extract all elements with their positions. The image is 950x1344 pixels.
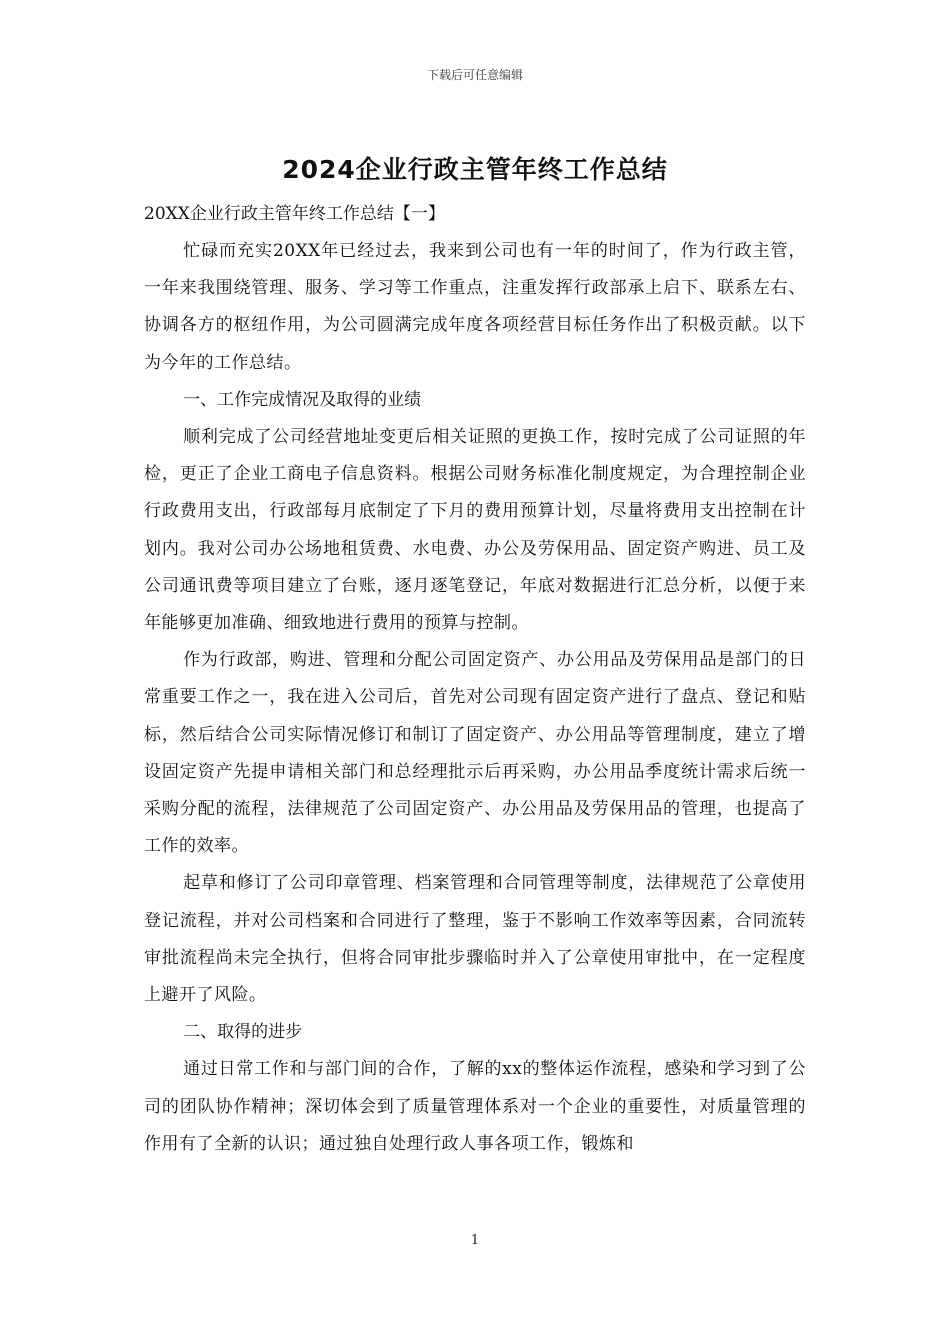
- document-title: 2024企业行政主管年终工作总结: [282, 155, 668, 184]
- section-heading-achievements: 一、工作完成情况及取得的业绩: [183, 389, 422, 410]
- paragraph-licenses-budget: 顺利完成了公司经营地址变更后相关证照的更换工作，按时完成了公司证照的年检，更正了企业工商电子信息资料。根据公司财务标准化制度规定，为合理控制企业行政费用支出，行政部每月底制定了下月的费用预算计划，尽量将费用支出控制在计划内。我对公司办公场地租赁费、水电费、办公及劳保用品、固定资产购进、员工及公司通讯费等项目建立了台账，逐月逐笔登记，年底对数据进行汇总分析，以便于来年能够更加准确、细致地进行费用的预算与控制。: [144, 427, 806, 634]
- section-heading-progress: 二、取得的进步: [183, 1022, 303, 1043]
- document-body: [144, 150, 806, 1163]
- paragraph-seal-contracts: 起草和修订了公司印章管理、档案管理和合同管理等制度，法律规范了公章使用登记流程，并对公司档案和合同进行了整理，鉴于不影响工作效率等因素，合同流转审批流程尚未完全执行，但将合同审批步骤临时并入了公章使用审批中，在一定程度上避开了风险。: [144, 873, 806, 1006]
- page-header-note: 下载后可任意编辑: [426, 68, 523, 82]
- paragraph-fixed-assets: 作为行政部，购进、管理和分配公司固定资产、办公用品及劳保用品是部门的日常重要工作之一，我在进入公司后，首先对公司现有固定资产进行了盘点、登记和贴标，然后结合公司实际情况修订和制订了固定资产、办公用品等管理制度，建立了增设固定资产先提申请相关部门和总经理批示后再采购，办公用品季度统计需求后统一采购分配的流程，法律规范了公司固定资产、办公用品及劳保用品的管理，也提高了工作的效率。: [144, 650, 806, 857]
- paragraph-progress: 通过日常工作和与部门间的合作，了解的xx的整体运作流程，感染和学习到了公司的团队协作精神；深切体会到了质量管理体系对一个企业的重要性，对质量管理的作用有了全新的认识；通过独自处理行政人事各项工作，锻炼和: [144, 1059, 806, 1154]
- paragraph-intro: 忙碌而充实20XX年已经过去，我来到公司也有一年的时间了，作为行政主管，一年来我围绕管理、服务、学习等工作重点，注重发挥行政部承上启下、联系左右、协调各方的枢纽作用，为公司圆满完成年度各项经营目标任务作出了积极贡献。以下为今年的工作总结。: [144, 241, 806, 373]
- section-subtitle: 20XX企业行政主管年终工作总结【一】: [144, 204, 445, 224]
- page-number: 1: [470, 1233, 480, 1248]
